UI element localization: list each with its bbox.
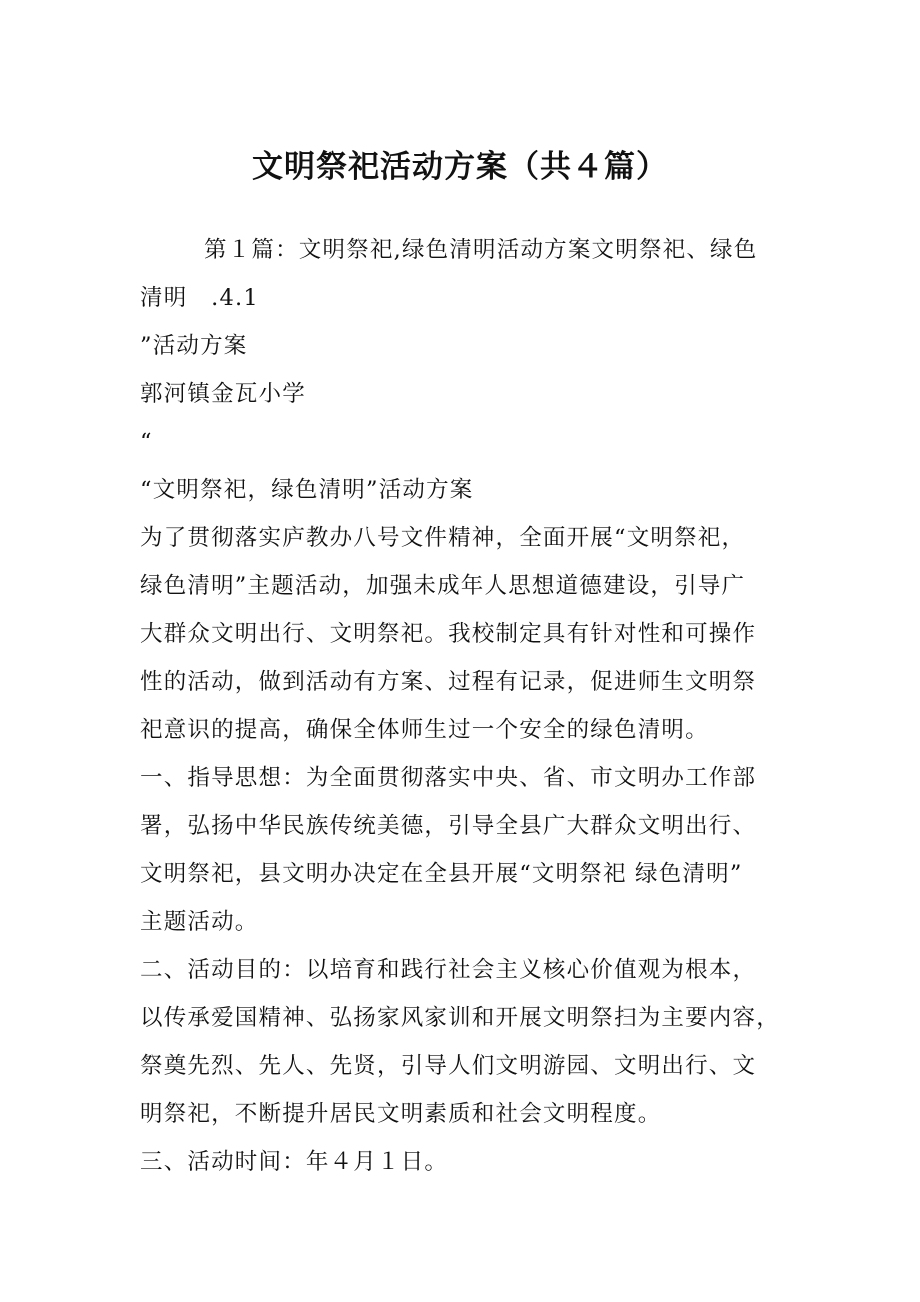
body-line: 第１篇：文明祭祀,绿色清明活动方案文明祭祀、绿色: [204, 237, 758, 263]
body-line: 三、活动时间：年４月１日。: [140, 1149, 449, 1175]
body-line: 性的活动，做到活动有方案、过程有记录，促进师生文明祭: [140, 669, 757, 695]
document-title: 文明祭祀活动方案（共４篇）: [252, 149, 668, 185]
body-line: 祭奠先烈、先人、先贤，引导人们文明游园、文明出行、文: [140, 1053, 757, 1079]
body-line: 二、活动目的：以培育和践行社会主义核心价值观为根本，: [140, 957, 757, 983]
body-line: 明祭祀，不断提升居民文明素质和社会文明程度。: [140, 1101, 662, 1127]
body-line: “文明祭祀，绿色清明”活动方案: [140, 477, 474, 503]
body-line: 大群众文明出行、文明祭祀。我校制定具有针对性和可操作: [140, 621, 757, 647]
body-line: 郭河镇金瓦小学: [140, 381, 306, 407]
body-line: 清明 .4.1: [140, 285, 259, 311]
body-line: 祀意识的提高，确保全体师生过一个安全的绿色清明。: [140, 717, 709, 743]
body-line: ”活动方案: [140, 333, 248, 359]
body-line: 署，弘扬中华民族传统美德，引导全县广大群众文明出行、: [140, 813, 757, 839]
body-line: 主题活动。: [140, 909, 259, 935]
body-line: 一、指导思想：为全面贯彻落实中央、省、市文明办工作部: [140, 765, 757, 791]
body-line: 文明祭祀，县文明办决定在全县开展“文明祭祀 绿色清明”: [140, 861, 743, 887]
body-line: 为了贯彻落实庐教办八号文件精神，全面开展“文明祭祀，: [140, 525, 746, 551]
body-line: 绿色清明”主题活动，加强未成年人思想道德建设，引导广: [140, 573, 746, 599]
body-line: “: [140, 429, 153, 455]
body-line: 以传承爱国精神、弘扬家风家训和开展文明祭扫为主要内容，: [140, 1005, 780, 1031]
document-body: [140, 226, 790, 1186]
